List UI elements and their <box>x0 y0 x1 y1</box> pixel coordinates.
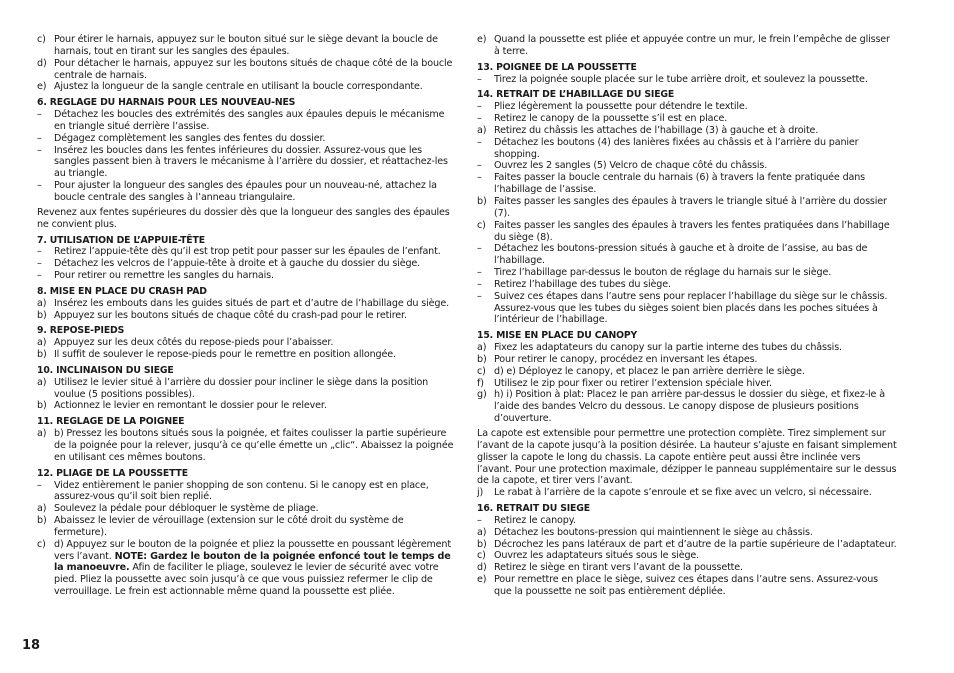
text-run: Soulevez la pédale pour débloquer le système de pliage. <box>54 503 319 515</box>
list-item <box>37 400 457 412</box>
list-item <box>477 34 897 58</box>
section-heading: 12. PLIAGE DE LA POUSSETTE <box>37 467 188 479</box>
text-run: Détachez les boutons-pression situés à gauche et à droite de l’assise, au bas de l’habillage. <box>494 243 868 267</box>
left-column <box>37 34 457 598</box>
list-item-text <box>54 298 457 310</box>
list-item <box>37 337 457 349</box>
section-heading: 15. MISE EN PLACE DU CANOPY <box>477 330 638 342</box>
text-run: Pour étirer le harnais, appuyez sur le bouton situé sur le siège devant la boucle de harnais, tout en tirant sur les sangles des épaules. <box>54 34 438 57</box>
list-item-text <box>494 539 897 551</box>
list-marker: – <box>37 180 42 192</box>
list-item-text <box>494 378 897 390</box>
list-item <box>37 246 457 258</box>
paragraph: Revenez aux fentes supérieures du dossier dès que la longueur des sangles des épaules ne convient plus. <box>37 206 450 230</box>
list-marker: b) <box>37 309 47 321</box>
list-item-text <box>54 180 457 204</box>
list-item-text <box>494 366 897 378</box>
list-item-text <box>494 574 897 598</box>
list-item-text <box>54 400 457 412</box>
text-run: Videz entièrement le panier shopping de son contenu. Si le canopy est en place, assurez-vous qu’il soit bien replié. <box>54 479 429 503</box>
list-marker: f) <box>477 377 484 389</box>
list-marker: – <box>37 258 42 270</box>
list-item-text <box>494 125 897 137</box>
text-run: Faites passer les sangles des épaules à travers les fentes pratiquées dans l’habillage du siège (8). <box>494 219 890 243</box>
list-item-text <box>494 279 897 291</box>
list-item <box>477 113 897 125</box>
section-heading: 14. RETRAIT DE L’HABILLAGE DU SIEGE <box>477 89 675 101</box>
text-run: Ajustez la longueur de la sangle centrale en utilisant la boucle correspondante. <box>54 81 423 93</box>
section-heading: 7. UTILISATION DE L’APPUIE-TÊTE <box>37 234 205 246</box>
list-item-text <box>54 503 457 515</box>
list-item <box>477 196 897 220</box>
list-marker: c) <box>37 538 46 550</box>
list-marker: a) <box>477 526 487 538</box>
list-item <box>37 298 457 310</box>
text-run: Détachez les boucles des extrémités des sangles aux épaules depuis le mécanisme en triangle situé derrière l’assise. <box>54 109 445 132</box>
list-item <box>477 550 897 562</box>
list-marker: b) <box>37 400 47 412</box>
text-run: Retirez le canopy de la poussette s’il est en place. <box>494 113 728 125</box>
list-marker: c) <box>37 34 46 45</box>
list-item <box>477 220 897 244</box>
list-marker: – <box>477 73 482 85</box>
text-run: Dégagez complètement les sangles des fentes du dossier. <box>54 132 326 144</box>
text-run: d) e) Déployez le canopy, et placez le pan arrière derrière le siège. <box>494 365 805 377</box>
list-item-text <box>54 539 457 598</box>
page-number: 18 <box>22 638 41 653</box>
list-item-text <box>494 160 897 172</box>
text-run: Faites passer la boucle centrale du harnais (6) à travers la fente pratiquée dans l’habillage de l’assise. <box>494 172 866 196</box>
list-marker: a) <box>37 503 47 515</box>
paragraph: La capote est extensible pour permettre une protection complète. Tirez simplement sur l’avant de la capote jusqu’à la position désirée. La hauteur s’ajuste en faisant simplement glisser la capote le long du chassis. La capote entière peut aussi être inclinée vers l’avant. Pour une protection maximale, dézipper le panneau supplémentaire sur le dessus de la capote, et tirer vers l’avant. <box>477 428 897 487</box>
list-item-text <box>54 34 457 58</box>
list-item <box>37 270 457 282</box>
list-item <box>37 480 457 504</box>
list-item <box>477 279 897 291</box>
list-item <box>477 342 897 354</box>
section-heading: 8. MISE EN PLACE DU CRASH PAD <box>37 285 207 297</box>
text-run: Retirez du châssis les attaches de l’habillage (3) à gauche et à droite. <box>494 124 819 136</box>
list-item-text <box>54 480 457 504</box>
list-item <box>37 133 457 145</box>
list-marker: – <box>477 267 482 279</box>
list-item <box>37 503 457 515</box>
list-marker: j) <box>477 487 484 499</box>
list-marker: d) <box>477 562 487 574</box>
list-item <box>477 101 897 113</box>
text-run: Ouvrez les 2 sangles (5) Velcro de chaque côté du châssis. <box>494 160 768 172</box>
list-item-text <box>54 349 457 361</box>
list-item <box>477 562 897 574</box>
list-marker: d) <box>37 57 47 69</box>
list-marker: – <box>37 270 42 282</box>
text-run: Détachez les boutons-pression qui maintiennent le siège au châssis. <box>494 526 813 538</box>
list-marker: b) <box>37 349 47 361</box>
list-item <box>477 125 897 137</box>
list-marker: c) <box>477 365 486 377</box>
list-item <box>37 145 457 181</box>
section-heading: 10. INCLINAISON DU SIEGE <box>37 364 174 376</box>
list-marker: – <box>477 113 482 125</box>
list-item-text <box>54 258 457 270</box>
list-marker: a) <box>37 337 47 349</box>
text-run: b) Pressez les boutons situés sous la poignée, et faites coulisser la partie supérieure de la poignée pour la relever, jusqu’à ce qu’elle émette un „clic“. Abaissez la poignée en utilisant ces mêmes boutons. <box>54 428 454 463</box>
list-item-text <box>54 337 457 349</box>
list-item <box>477 487 897 499</box>
list-item-text <box>54 246 457 258</box>
text-run: Insérez les embouts dans les guides situés de part et d’autre de l’habillage du siège. <box>54 297 449 309</box>
list-marker: a) <box>477 124 487 136</box>
text-run: Abaissez le levier de vérouillage (extension sur le côté droit du système de fermeture). <box>54 515 404 538</box>
list-item <box>37 34 457 58</box>
text-run: Retirez l’appuie-tête dès qu’il est trop petit pour passer sur les épaules de l’enfant. <box>54 246 441 258</box>
list-item-text <box>54 109 457 133</box>
text-run: Ouvrez les adaptateurs situés sous le siège. <box>494 550 700 562</box>
list-item-text <box>494 113 897 125</box>
list-item <box>477 389 897 425</box>
list-item <box>477 539 897 551</box>
text-run: Retirez le siège en tirant vers l’avant de la poussette. <box>494 562 743 574</box>
list-marker: b) <box>37 515 47 527</box>
text-run: Détachez les velcros de l’appuie-tête à droite et à gauche du dossier du siège. <box>54 258 421 270</box>
text-run: Retirez le canopy. <box>494 514 576 526</box>
list-item <box>477 160 897 172</box>
text-run: Utilisez le levier situé à l’arrière du dossier pour incliner le siège dans la position voulue (5 positions possibles). <box>54 376 429 400</box>
list-item <box>477 515 897 527</box>
list-item-text <box>54 310 457 322</box>
list-item-text <box>494 562 897 574</box>
list-marker: – <box>477 278 482 290</box>
list-item-text <box>494 354 897 366</box>
list-marker: a) <box>37 428 47 440</box>
text-run: Pour détacher le harnais, appuyez sur les boutons situés de chaque côté de la boucle centrale de harnais. <box>54 57 453 81</box>
list-marker: b) <box>477 538 487 550</box>
list-marker: e) <box>37 81 47 93</box>
text-run: Insérez les boucles dans les fentes inférieures du dossier. Assurez-vous que les sangles passent bien à travers le mécanisme à l’arrière du dossier, et réattachez-les au triangle. <box>54 144 448 180</box>
list-item <box>37 58 457 82</box>
list-marker: – <box>37 246 42 258</box>
text-run: Actionnez le levier en remontant le dossier pour le relever. <box>54 400 327 412</box>
list-item-text <box>494 550 897 562</box>
list-item-text <box>54 515 457 539</box>
list-marker: e) <box>477 34 487 45</box>
list-item-text <box>54 133 457 145</box>
text-run: Le rabat à l’arrière de la capote s’enroule et se fixe avec un velcro, si nécessaire. <box>494 487 872 499</box>
list-marker: a) <box>37 297 47 309</box>
text-run: Afin de faciliter le pliage, soulevez le levier de sécurité avec votre pied. Pliez la poussette avec soin jusqu’à ce que vous puissiez refermer le clip de verrouillage. Le frein est actionnable même quand la poussette est pliée. <box>54 562 439 598</box>
list-item <box>477 378 897 390</box>
list-item-text <box>494 172 897 196</box>
section-heading: 11. REGLAGE DE LA POIGNEE <box>37 416 185 428</box>
list-marker: – <box>477 101 482 113</box>
text-run: Détachez les boutons (4) des lanières fixées au châssis et à l’arrière du panier shopping. <box>494 136 859 160</box>
list-item-text <box>494 527 897 539</box>
list-marker: b) <box>477 195 487 207</box>
list-item <box>37 539 457 598</box>
bold-note: NOTE: Gardez le bouton de la poignée enfoncé tout le temps de la manoeuvre. <box>54 550 451 574</box>
list-item-text <box>54 58 457 82</box>
text-run: d) Appuyez sur le bouton de la poignée et pliez la poussette en poussant légèrement vers l’avant. <box>54 538 451 562</box>
list-marker: a) <box>37 376 47 388</box>
list-item <box>477 527 897 539</box>
list-marker: – <box>37 132 42 144</box>
list-marker: – <box>477 290 482 302</box>
list-marker: – <box>37 144 42 156</box>
list-marker: b) <box>477 353 487 365</box>
list-item <box>477 354 897 366</box>
list-item-text <box>54 377 457 401</box>
list-item-text <box>54 270 457 282</box>
list-item-text <box>494 101 897 113</box>
list-item <box>477 291 897 327</box>
text-run: Utilisez le zip pour fixer ou retirer l’extension spéciale hiver. <box>494 377 772 389</box>
list-item-text <box>494 196 897 220</box>
list-item <box>37 428 457 464</box>
text-run: Tirez la poignée souple placée sur le tube arrière droit, et soulevez la poussette. <box>494 73 868 85</box>
list-item <box>477 267 897 279</box>
list-item <box>37 180 457 204</box>
text-run: Pour remettre en place le siège, suivez ces étapes dans l’autre sens. Assurez-vous que la poussette ne soit pas entièrement dépliée. <box>494 574 879 597</box>
text-run: Pour retirer ou remettre les sangles du harnais. <box>54 270 274 282</box>
list-item <box>477 366 897 378</box>
list-item <box>37 515 457 539</box>
list-item <box>477 574 897 598</box>
list-item-text <box>494 291 897 327</box>
text-run: Suivez ces étapes dans l’autre sens pour replacer l’habillage du siège sur le châssis. Assurez-vous que les tubes du sièges soient bien placés dans les poches situées à l’intérieur de l’habillage. <box>494 290 888 326</box>
list-marker: – <box>477 136 482 148</box>
list-marker: e) <box>477 574 487 586</box>
list-item <box>37 81 457 93</box>
list-marker: – <box>37 479 42 491</box>
section-heading: 13. POIGNEE DE LA POUSSETTE <box>477 61 637 73</box>
list-marker: c) <box>477 550 486 562</box>
text-run: Quand la poussette est pliée et appuyée contre un mur, le frein l’empêche de glisser à terre. <box>494 34 890 57</box>
text-run: h) i) Position à plat: Placez le pan arrière par-dessus le dossier du siège, et fixez-le à l’aide des bandes Velcro du dessous. Le canopy dispose de plusieurs positions d’ouverture. <box>494 389 885 425</box>
list-marker: – <box>477 514 482 526</box>
list-item <box>477 172 897 196</box>
list-item-text <box>54 428 457 464</box>
list-item <box>37 377 457 401</box>
text-run: Faites passer les sangles des épaules à travers le triangle situé à l’arrière du dossier (7). <box>494 195 887 219</box>
list-marker: – <box>477 160 482 172</box>
list-item-text <box>54 145 457 181</box>
list-marker: c) <box>477 219 486 231</box>
list-marker: – <box>477 243 482 255</box>
list-marker: – <box>37 109 42 121</box>
list-marker: – <box>477 172 482 184</box>
list-item <box>477 243 897 267</box>
list-item-text <box>494 220 897 244</box>
list-item-text <box>494 74 897 86</box>
list-item-text <box>494 137 897 161</box>
text-run: Tirez l’habillage par-dessus le bouton de réglage du harnais sur le siège. <box>494 267 832 279</box>
list-item-text <box>494 342 897 354</box>
list-marker: g) <box>477 389 487 401</box>
list-item <box>37 349 457 361</box>
list-item-text <box>54 81 457 93</box>
list-item-text <box>494 487 897 499</box>
list-item-text <box>494 389 897 425</box>
list-item <box>37 109 457 133</box>
section-heading: 6. REGLAGE DU HARNAIS POUR LES NOUVEAU-NES <box>37 97 296 109</box>
section-heading: 9. REPOSE-PIEDS <box>37 325 125 337</box>
list-marker: a) <box>477 342 487 354</box>
list-item-text <box>494 243 897 267</box>
text-run: Appuyez sur les boutons situés de chaque côté du crash-pad pour le retirer. <box>54 309 407 321</box>
section-heading: 16. RETRAIT DU SIEGE <box>477 503 590 515</box>
text-run: Pour retirer le canopy, procédez en inversant les étapes. <box>494 353 758 365</box>
text-run: Il suffit de soulever le repose-pieds pour le remettre en position allongée. <box>54 349 396 361</box>
text-run: Appuyez sur les deux côtés du repose-pieds pour l’abaisser. <box>54 337 334 349</box>
text-run: Fixez les adaptateurs du canopy sur la partie interne des tubes du châssis. <box>494 342 842 354</box>
list-item <box>37 258 457 270</box>
list-item-text <box>494 34 897 58</box>
list-item <box>37 310 457 322</box>
list-item-text <box>494 515 897 527</box>
list-item-text <box>494 267 897 279</box>
right-column <box>477 34 897 598</box>
text-run: Pour ajuster la longueur des sangles des épaules pour un nouveau-né, attachez la boucle centrale des sangles à l’anneau triangulaire. <box>54 180 437 203</box>
text-run: Décrochez les pans latéraux de part et d’autre de la partie supérieure de l’adaptateur. <box>494 538 897 550</box>
text-run: Retirez l’habillage des tubes du siège. <box>494 278 671 290</box>
text-run: Pliez légèrement la poussette pour détendre le textile. <box>494 101 748 113</box>
list-item <box>477 74 897 86</box>
list-item <box>477 137 897 161</box>
